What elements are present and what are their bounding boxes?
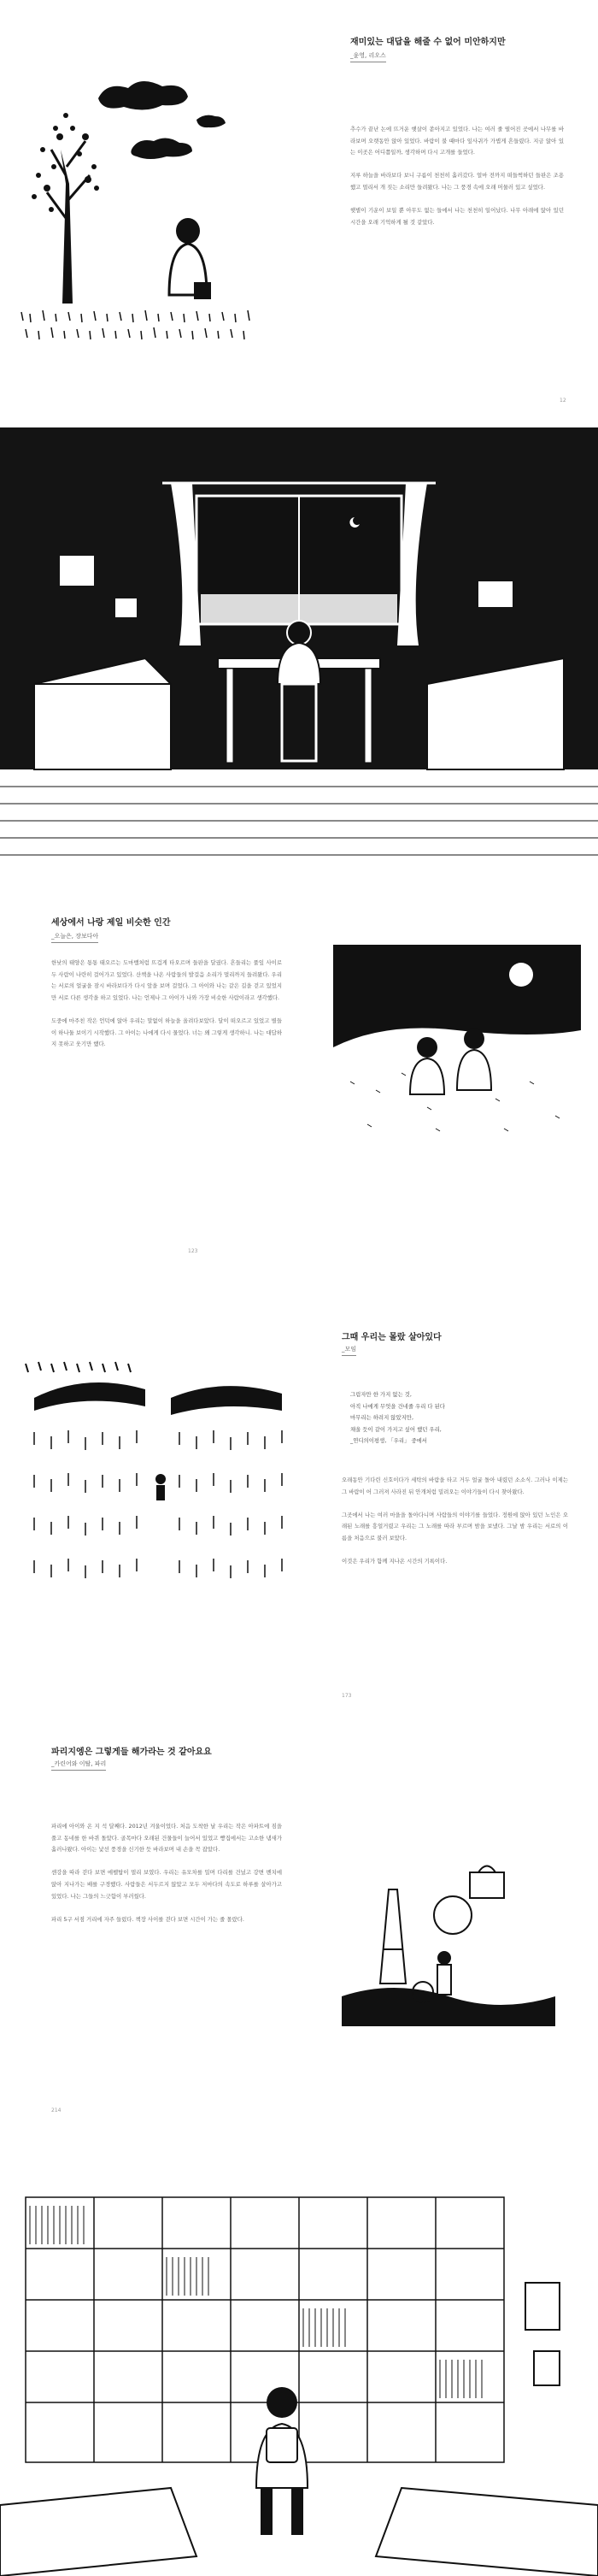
- essay-author: _모임: [342, 1345, 356, 1356]
- spread-4: [0, 1718, 598, 2146]
- page-number: 12: [560, 398, 566, 404]
- paragraph: 햇볕이 기운이 보일 뿐 아무도 없는 들에서 나는 천천히 일어났다. 나무 아래에 앉아 있던 시간을 오래 기억하게 될 것 같았다.: [350, 207, 564, 226]
- spread-2: [0, 864, 598, 1291]
- quote-line: 그림자만 한 가지 없는 것,: [350, 1391, 412, 1398]
- spread-room-illustration: [0, 427, 598, 864]
- tree-field-illustration: [13, 47, 269, 355]
- spread-bookstore-illustration: [0, 2146, 598, 2576]
- paragraph: 지루 하늘을 바라보다 보니 구름이 천천히 흘러갔다. 얼마 전까지 떠들썩하던 들판은 조용했고 멀리서 개 짖는 소리만 들려왔다. 나는 그 풍경 속에 오래 머물러 있고 싶었다.: [350, 172, 564, 191]
- bedroom-illustration: [0, 427, 598, 864]
- essay-title: 그때 우리는 몰랐 살아있다: [342, 1333, 442, 1342]
- paragraph: 센강을 따라 걷다 보면 에펠탑이 멀리 보였다. 우리는 유모차를 밀며 다리를 건넜고 강변 벤치에 앉아 지나가는 배를 구경했다. 사람들은 서두르지 않았고 모두 저마다의 속도로 하루를 살아가고 있었다. 나는 그들의 느긋함이 부러웠다.: [51, 1869, 282, 1900]
- paragraph: 파리 5구 서점 거리에 자주 들렀다. 책장 사이를 걷다 보면 시간이 가는 줄 몰랐다.: [51, 1915, 244, 1923]
- essay-title: 파리지엥은 그렇게들 해가라는 것 같아요요: [51, 1748, 212, 1757]
- paris-illustration: [342, 1855, 555, 2052]
- friends-night-illustration: [333, 945, 581, 1146]
- essay-title: 세상에서 나랑 제일 비슷한 인간: [51, 918, 171, 928]
- essay-title: 재미있는 대답을 해줄 수 없어 미안하지만: [350, 38, 506, 47]
- paragraph: 한낮의 태양은 통통 태오르는 도마뱀처럼 뜨겁게 타오르며 들판을 달궜다. 흔들리는 풀잎 사이로 두 사람이 나란히 걸어가고 있었다. 산책을 나온 사람들의 발걸음 소리가 멀리까지 들려왔다. 우리는 서로의 얼굴을 잠시 바라보다가 다시 앞을 보며 걸었다. 그 아이와 나는 같은 길을 걷고 있었지만 서로 다른 생각을 하고 있었다. 나는 언제나 그 아이가 나와 가장 비슷한 사람이라고 생각했다.: [51, 959, 282, 1001]
- paragraph: 추수가 끝난 논에 뜨거운 햇살이 쏟아지고 있었다. 나는 여러 줄 떨어진 곳에서 나무를 바라보며 오랫동안 앉아 있었다. 바람이 불 때마다 잎사귀가 가볍게 흔들렸다. 지금 앉아 있는 이곳은 어디쯤일까, 생각하며 다시 고개를 들었다.: [350, 126, 564, 156]
- bookstore-illustration: [0, 2146, 598, 2576]
- spread-3: [0, 1291, 598, 1718]
- paragraph: 도중에 마주친 작은 언덕에 앉아 우리는 말없이 하늘을 올려다보았다. 달이 떠오르고 있었고 별들이 하나둘 보이기 시작했다. 그 아이는 나에게 다시 물었다. 너는 왜 그렇게 생각하니. 나는 대답하지 못하고 웃기만 했다.: [51, 1017, 282, 1048]
- paragraph: 파리에 아이와 온 지 석 달째다. 2012년 겨울이었다. 처음 도착한 날 우리는 작은 아파트에 짐을 풀고 동네를 한 바퀴 돌았다. 골목마다 오래된 건물들이 늘어서 있었고 빵집에서는 고소한 냄새가 흘러나왔다. 아이는 낯선 풍경을 신기한 듯 바라보며 내 손을 꼭 잡았다.: [51, 1823, 282, 1854]
- page-number: 123: [188, 1248, 198, 1254]
- essay-body: [51, 1821, 282, 1937]
- page-number: 173: [342, 1693, 352, 1699]
- page-number: 214: [51, 2107, 62, 2113]
- paragraph: 오래동안 기다린 신호이다가 세탁의 바람을 타고 거두 얼굴 돌아 내렸던 소소식. 그러나 이제는 그 바람이 어 그러져 사라진 뒤 안개처럼 밀려오는 이야기들이 다시 찾아왔다.: [342, 1477, 568, 1495]
- quote-line: _연디의이평생, 「우리」 중에서: [350, 1437, 427, 1445]
- essay-author: _윤영, 리오스: [350, 51, 386, 62]
- paragraph: 이것은 우리가 함께 지나온 시간의 기록이다.: [342, 1558, 448, 1565]
- essay-author: _오늘은, 장보다아: [51, 932, 98, 943]
- poem-quote: [350, 1389, 547, 1447]
- quote-line: 채울 듯이 같이 가지고 싶어 했던 우리,: [350, 1425, 442, 1433]
- quote-line: 마무리는 하려지 않았지만,: [350, 1414, 414, 1422]
- essay-body: [342, 1475, 568, 1579]
- essay-body: [51, 958, 282, 1062]
- spread-1: [0, 0, 598, 427]
- essay-author: _카린어와 이탈, 파리: [51, 1760, 106, 1771]
- quote-line: 아직 나에게 무엇을 건네줄 우리 다 된다: [350, 1402, 445, 1410]
- paragraph: 그곳에서 나는 여러 마을을 돌아다니며 사람들의 이야기를 들었다. 정원에 앉아 있던 노인은 오래된 노래를 흥얼거렸고 우리는 그 노래를 따라 부르며 밤을 보냈다. 그날 밤 우리는 서로의 이름을 처음으로 불러 보았다.: [342, 1511, 568, 1541]
- field-paths-illustration: [17, 1329, 299, 1637]
- essay-body: [350, 124, 564, 240]
